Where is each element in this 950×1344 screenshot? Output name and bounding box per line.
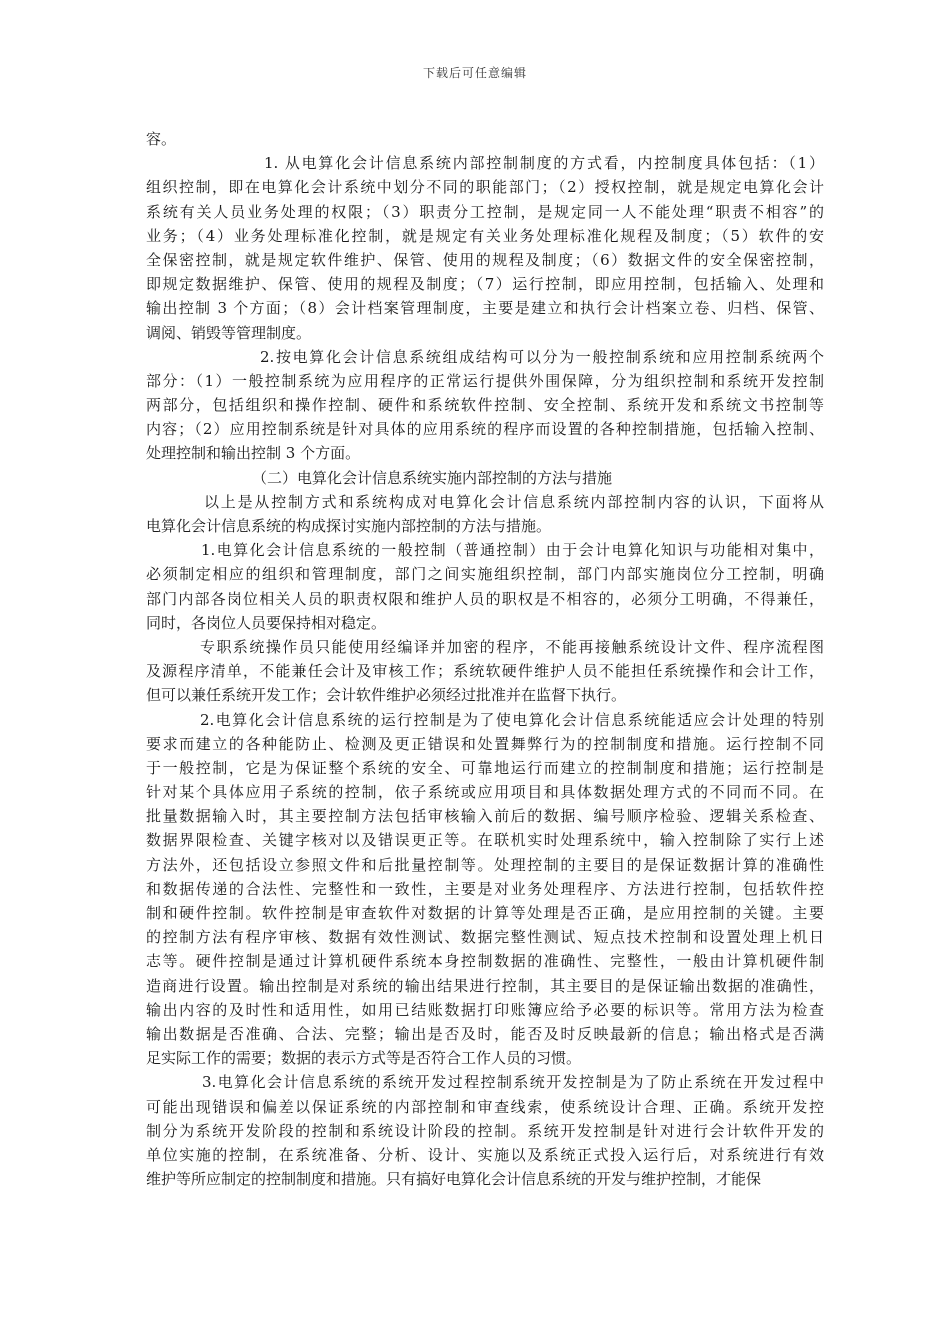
paragraph-p0 xyxy=(146,127,824,151)
text-line: 同时，各岗位人员要保持相对稳定。 xyxy=(146,613,387,632)
paragraph-p5 xyxy=(146,538,824,635)
document-body xyxy=(146,127,824,1191)
text-line: 处理控制和输出控制 3 个方面。 xyxy=(146,444,361,463)
paragraph-p3 xyxy=(146,466,824,490)
text-line: 的控制方法有程序审核、数据有效性测试、数据完整性测试、短点技术控制和设置处理上机日 xyxy=(146,928,824,947)
page-header: 下载后可任意编辑 xyxy=(422,66,527,80)
paragraph-p6 xyxy=(146,635,824,708)
text-line: （二）电算化会计信息系统实施内部控制的方法与措施 xyxy=(252,468,613,487)
text-line: 全保密控制，就是规定软件维护、保管、使用的规程及制度；（6）数据文件的安全保密控制， xyxy=(146,250,824,269)
paragraph-p2 xyxy=(146,345,824,466)
text-line: 于一般控制，它是为保证整个系统的安全、可靠地运行而建立的控制制度和措施；运行控制是 xyxy=(146,758,824,777)
paragraph-p8 xyxy=(146,1070,824,1191)
paragraph-p4 xyxy=(146,490,824,538)
text-line: 系统有关人员业务处理的权限；（3）职责分工控制，是规定同一人不能处理“职责不相容”的 xyxy=(146,202,824,221)
text-line: 必须制定相应的组织和管理制度，部门之间实施组织控制，部门内部实施岗位分工控制，明确 xyxy=(146,565,824,584)
text-line: 调阅、销毁等管理制度。 xyxy=(146,323,312,342)
text-line: 足实际工作的需要；数据的表示方式等是否符合工作人员的习惯。 xyxy=(146,1049,582,1068)
text-line: 制分为系统开发阶段的控制和系统设计阶段的控制。系统开发控制是针对进行会计软件开发的 xyxy=(146,1121,824,1140)
text-line: 1. 从电算化会计信息系统内部控制制度的方式看，内控制度具体包括：（1） xyxy=(264,154,824,173)
text-line: 针对某个具体应用子系统的控制，依子系统或应用项目和具体数据处理方式的不同而不同。在 xyxy=(146,783,824,802)
text-line: 两部分，包括组织和操作控制、硬件和系统软件控制、安全控制、系统开发和系统文书控制等 xyxy=(146,396,824,415)
text-line: 方法外，还包括设立参照文件和后批量控制等。处理控制的主要目的是保证数据计算的准确性 xyxy=(146,855,824,874)
text-line: 电算化会计信息系统的构成探讨实施内部控制的方法与措施。 xyxy=(146,517,552,535)
text-line: 输出内容的及时性和适用性，如用已结账数据打印账簿应给予必要的标识等。常用方法为检查 xyxy=(146,1000,824,1019)
text-line: 即规定数据维护、保管、使用的规程及制度；（7）运行控制，即应用控制，包括输入、处理和 xyxy=(146,275,824,294)
text-line: 业务；（4）业务处理标准化控制，就是规定有关业务处理标准化规程及制度；（5）软件的安 xyxy=(146,226,824,245)
text-line: 可能出现错误和偏差以保证系统的内部控制和审查线索，使系统设计合理、正确。系统开发控 xyxy=(146,1097,824,1116)
text-line: 输出控制 3 个方面；（8）会计档案管理制度，主要是建立和执行会计档案立卷、归档、保管、 xyxy=(146,299,824,318)
text-line: 1.电算化会计信息系统的一般控制（普通控制）由于会计电算化知识与功能相对集中， xyxy=(201,541,824,560)
text-line: 容。 xyxy=(146,130,177,148)
text-line: 志等。硬件控制是通过计算机硬件系统本身控制数据的准确性、完整性，一般由计算机硬件制 xyxy=(146,952,824,971)
text-line: 维护等所应制定的控制制度和措施。只有搞好电算化会计信息系统的开发与维护控制，才能保 xyxy=(146,1170,762,1189)
text-line: 和数据传递的合法性、完整性和一致性，主要是对业务处理程序、方法进行控制，包括软件控 xyxy=(146,879,824,898)
text-line: 造商进行设置。输出控制是对系统的输出结果进行控制，其主要目的是保证输出数据的准确性， xyxy=(146,976,824,995)
text-line: 2.电算化会计信息系统的运行控制是为了使电算化会计信息系统能适应会计处理的特别 xyxy=(200,710,824,729)
paragraph-p1 xyxy=(146,151,824,345)
text-line: 但可以兼任系统开发工作；会计软件维护必须经过批准并在监督下执行。 xyxy=(146,686,627,705)
text-line: 单位实施的控制，在系统准备、分析、设计、实施以及系统正式投入运行后，对系统进行有效 xyxy=(146,1145,824,1164)
paragraph-p7 xyxy=(146,708,824,1071)
text-line: 专职系统操作员只能使用经编译并加密的程序，不能再接触系统设计文件、程序流程图 xyxy=(200,637,824,656)
text-line: 批量数据输入时，其主要控制方法包括审核输入前后的数据、编号顺序检验、逻辑关系检查、 xyxy=(146,807,824,826)
text-line: 部分：（1）一般控制系统为应用程序的正常运行提供外围保障，分为组织控制和系统开发控制 xyxy=(146,371,824,390)
text-line: 输出数据是否准确、合法、完整；输出是否及时，能否及时反映最新的信息；输出格式是否满 xyxy=(146,1024,824,1043)
text-line: 组织控制，即在电算化会计系统中划分不同的职能部门；（2）授权控制，就是规定电算化会计 xyxy=(146,178,824,197)
text-line: 以上是从控制方式和系统构成对电算化会计信息系统内部控制内容的认识，下面将从 xyxy=(204,492,824,511)
text-line: 制和硬件控制。软件控制是审查软件对数据的计算等处理是否正确，是应用控制的关键。主要 xyxy=(146,904,824,922)
text-line: 及源程序清单，不能兼任会计及审核工作；系统软硬件维护人员不能担任系统操作和会计工作， xyxy=(146,662,824,681)
text-line: 3.电算化会计信息系统的系统开发过程控制系统开发控制是为了防止系统在开发过程中 xyxy=(202,1073,824,1092)
text-line: 部门内部各岗位相关人员的职责权限和维护人员的职权是不相容的，必须分工明确，不得兼任， xyxy=(146,589,824,608)
text-line: 内容；（2）应用控制系统是针对具体的应用系统的程序而设置的各种控制措施，包括输入控制、 xyxy=(146,420,824,439)
text-line: 数据界限检查、关键字核对以及错误更正等。在联机实时处理系统中，输入控制除了实行上述 xyxy=(146,831,824,850)
text-line: 2.按电算化会计信息系统组成结构可以分为一般控制系统和应用控制系统两个 xyxy=(260,347,824,366)
text-line: 要求而建立的各种能防止、检测及更正错误和处置舞弊行为的控制制度和措施。运行控制不同 xyxy=(146,734,824,753)
